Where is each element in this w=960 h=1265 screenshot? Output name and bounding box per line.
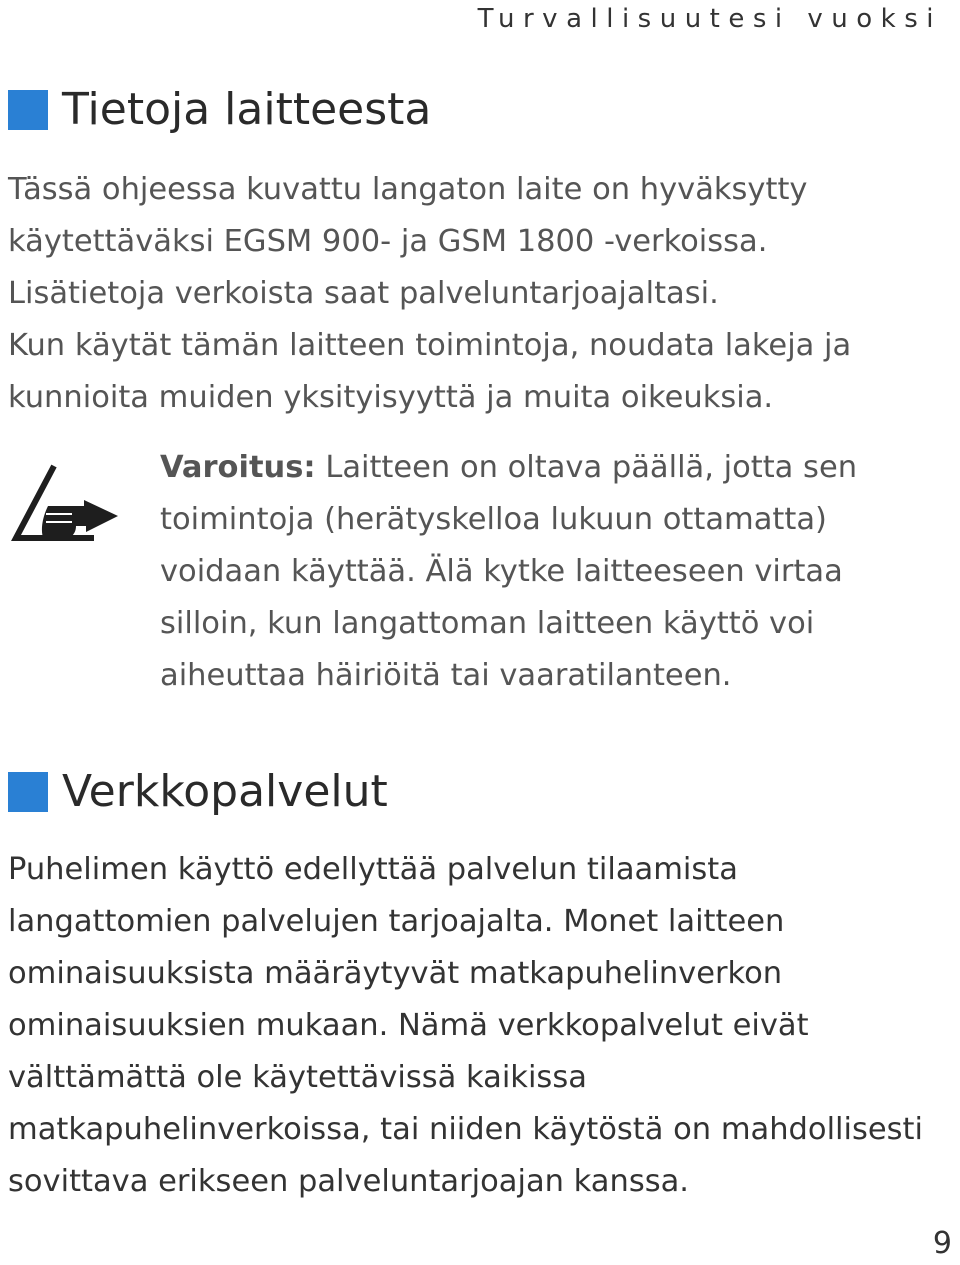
page-number: 9 — [932, 1226, 952, 1261]
warning-line: aiheuttaa häiriöitä tai vaaratilanteen. — [160, 658, 732, 693]
section-heading-network — [8, 766, 388, 817]
running-header: Turvallisuutesi vuoksi — [477, 4, 942, 34]
paragraph-line: Lisätietoja verkoista saat palveluntarjoajaltasi. — [8, 276, 719, 311]
warning-hand-icon — [10, 462, 122, 544]
warning-label: Varoitus: — [160, 450, 316, 485]
paragraph-line: matkapuhelinverkoissa, tai niiden käytöstä on mahdollisesti — [8, 1112, 923, 1147]
paragraph-line: ominaisuuksien mukaan. Nämä verkkopalvelut eivät — [8, 1008, 809, 1043]
warning-first-line: Laitteen on oltava päällä, jotta sen — [315, 450, 858, 485]
section-heading-about — [8, 84, 432, 135]
network-paragraph — [8, 844, 923, 1208]
warning-line — [160, 442, 857, 494]
paragraph-line: Puhelimen käyttö edellyttää palvelun tilaamista — [8, 852, 738, 887]
about-paragraph — [8, 164, 851, 424]
paragraph-line: Tässä ohjeessa kuvattu langaton laite on hyväksytty — [8, 172, 808, 207]
warning-text — [160, 442, 857, 702]
warning-line: voidaan käyttää. Älä kytke laitteeseen virtaa — [160, 554, 843, 589]
paragraph-line: käytettäväksi EGSM 900- ja GSM 1800 -verkoissa. — [8, 224, 768, 259]
warning-line: silloin, kun langattoman laitteen käyttö voi — [160, 606, 815, 641]
paragraph-line: Kun käytät tämän laitteen toimintoja, noudata lakeja ja — [8, 328, 852, 363]
warning-line: toimintoja (herätyskelloa lukuun ottamatta) — [160, 502, 827, 537]
square-bullet-icon — [8, 90, 48, 130]
paragraph-line: langattomien palvelujen tarjoajalta. Monet laitteen — [8, 904, 785, 939]
section-title: Tietoja laitteesta — [62, 84, 432, 135]
paragraph-line: välttämättä ole käytettävissä kaikissa — [8, 1060, 587, 1095]
paragraph-line: kunnioita muiden yksityisyyttä ja muita oikeuksia. — [8, 380, 774, 415]
square-bullet-icon — [8, 772, 48, 812]
paragraph-line: sovittava erikseen palveluntarjoajan kanssa. — [8, 1164, 689, 1199]
paragraph-line: ominaisuuksista määräytyvät matkapuhelinverkon — [8, 956, 783, 991]
section-title: Verkkopalvelut — [62, 766, 388, 817]
